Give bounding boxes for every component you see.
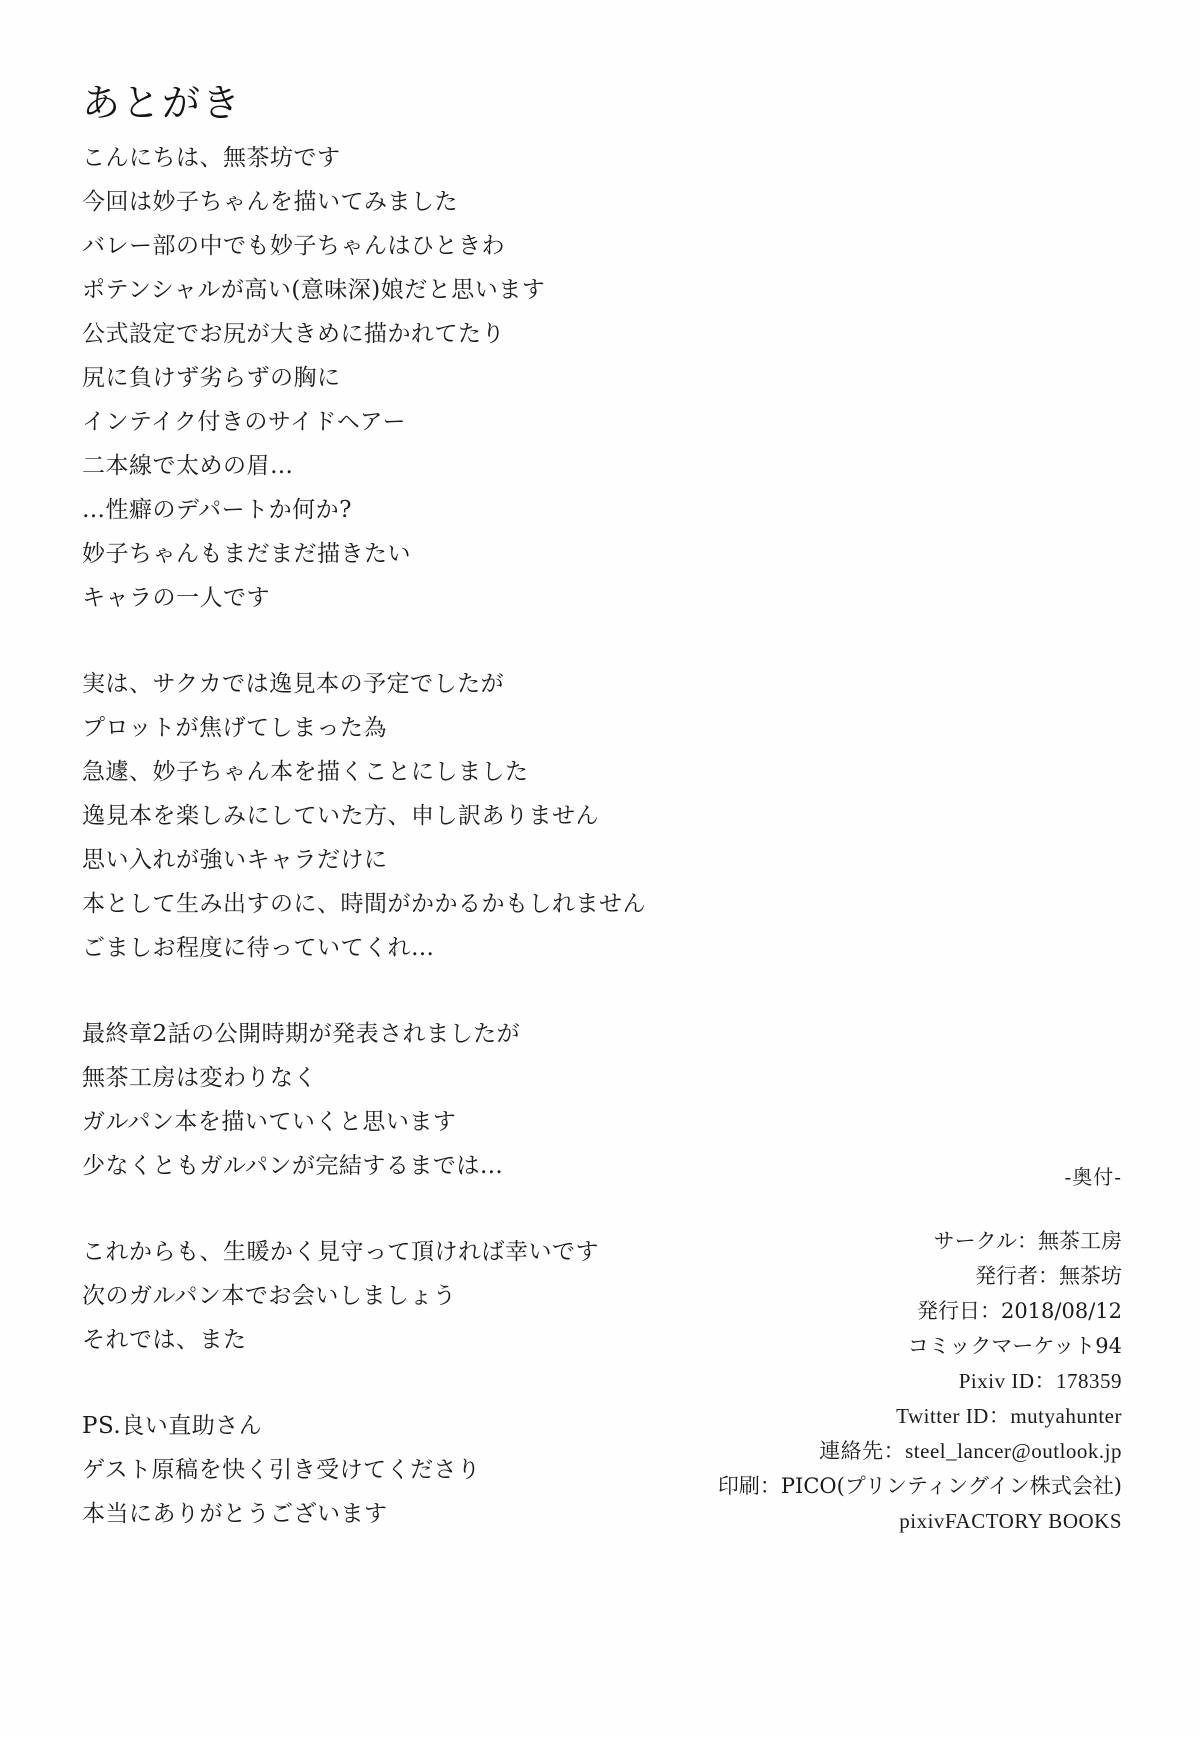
text-line: 実は、サクカでは逸見本の予定でしたが (82, 671, 505, 697)
page-title: あとがき (82, 81, 243, 125)
text-line: 逸見本を楽しみにしていた方、申し訳ありません (82, 803, 599, 829)
text-line: 尻に負けず劣らずの胸に (82, 365, 341, 391)
text-line: 今回は妙子ちゃんを描いてみました (82, 189, 458, 215)
colophon-author: 発行者：無茶坊 (975, 1264, 1122, 1288)
text-line: PS.良い直助さん (82, 1413, 263, 1439)
text-line: それでは、また (82, 1327, 247, 1353)
colophon-twitter-id: Twitter ID：mutyahunter (896, 1404, 1122, 1428)
paragraph-2 (82, 662, 782, 970)
colophon-printer: 印刷：PICO(プリンティングイン株式会社) (717, 1474, 1122, 1498)
colophon-heading: -奥付- (1064, 1165, 1122, 1189)
text-line: ゲスト原稿を快く引き受けてくださり (82, 1457, 481, 1483)
text-line: 無茶工房は変わりなく (82, 1065, 317, 1091)
text-line: インテイク付きのサイドヘアー (82, 409, 406, 435)
colophon-event: コミックマーケット94 (907, 1334, 1122, 1358)
text-line: ガルパン本を描いていくと思います (82, 1109, 457, 1135)
text-line: 最終章2話の公開時期が発表されましたが (82, 1021, 521, 1047)
text-line: 本当にありがとうございます (82, 1501, 388, 1527)
text-line: これからも、生暖かく見守って頂ければ幸いです (82, 1239, 599, 1265)
colophon-circle: サークル：無茶工房 (933, 1229, 1122, 1253)
text-line: …性癖のデパートか何か? (82, 497, 352, 523)
text-line: 妙子ちゃんもまだまだ描きたい (82, 541, 411, 567)
colophon-pixiv-id: Pixiv ID：178359 (958, 1369, 1122, 1393)
colophon-publisher: pixivFACTORY BOOKS (899, 1509, 1122, 1533)
text-line: ポテンシャルが高い(意味深)娘だと思います (82, 277, 546, 303)
text-line: 次のガルパン本でお会いしましょう (82, 1283, 457, 1309)
colophon-contact: 連絡先：steel_lancer@outlook.jp (819, 1439, 1122, 1463)
text-line: こんにちは、無茶坊です (82, 145, 341, 171)
text-line: 思い入れが強いキャラだけに (82, 847, 388, 873)
text-line: ごましお程度に待っていてくれ… (82, 935, 435, 961)
text-line: 少なくともガルパンが完結するまでは… (82, 1153, 504, 1179)
text-line: プロットが焦げてしまった為 (82, 715, 388, 741)
text-line: 公式設定でお尻が大きめに描かれてたり (82, 321, 505, 347)
paragraph-1 (82, 136, 782, 620)
colophon-block (642, 1160, 1122, 1539)
text-line: 二本線で太めの眉… (82, 453, 294, 479)
text-line: 急遽、妙子ちゃん本を描くことにしました (82, 759, 529, 785)
text-line: 本として生み出すのに、時間がかかるかもしれません (82, 891, 646, 917)
colophon-date: 発行日：2018/08/12 (916, 1299, 1122, 1323)
text-line: バレー部の中でも妙子ちゃんはひときわ (82, 233, 505, 259)
text-line: キャラの一人です (82, 585, 270, 611)
